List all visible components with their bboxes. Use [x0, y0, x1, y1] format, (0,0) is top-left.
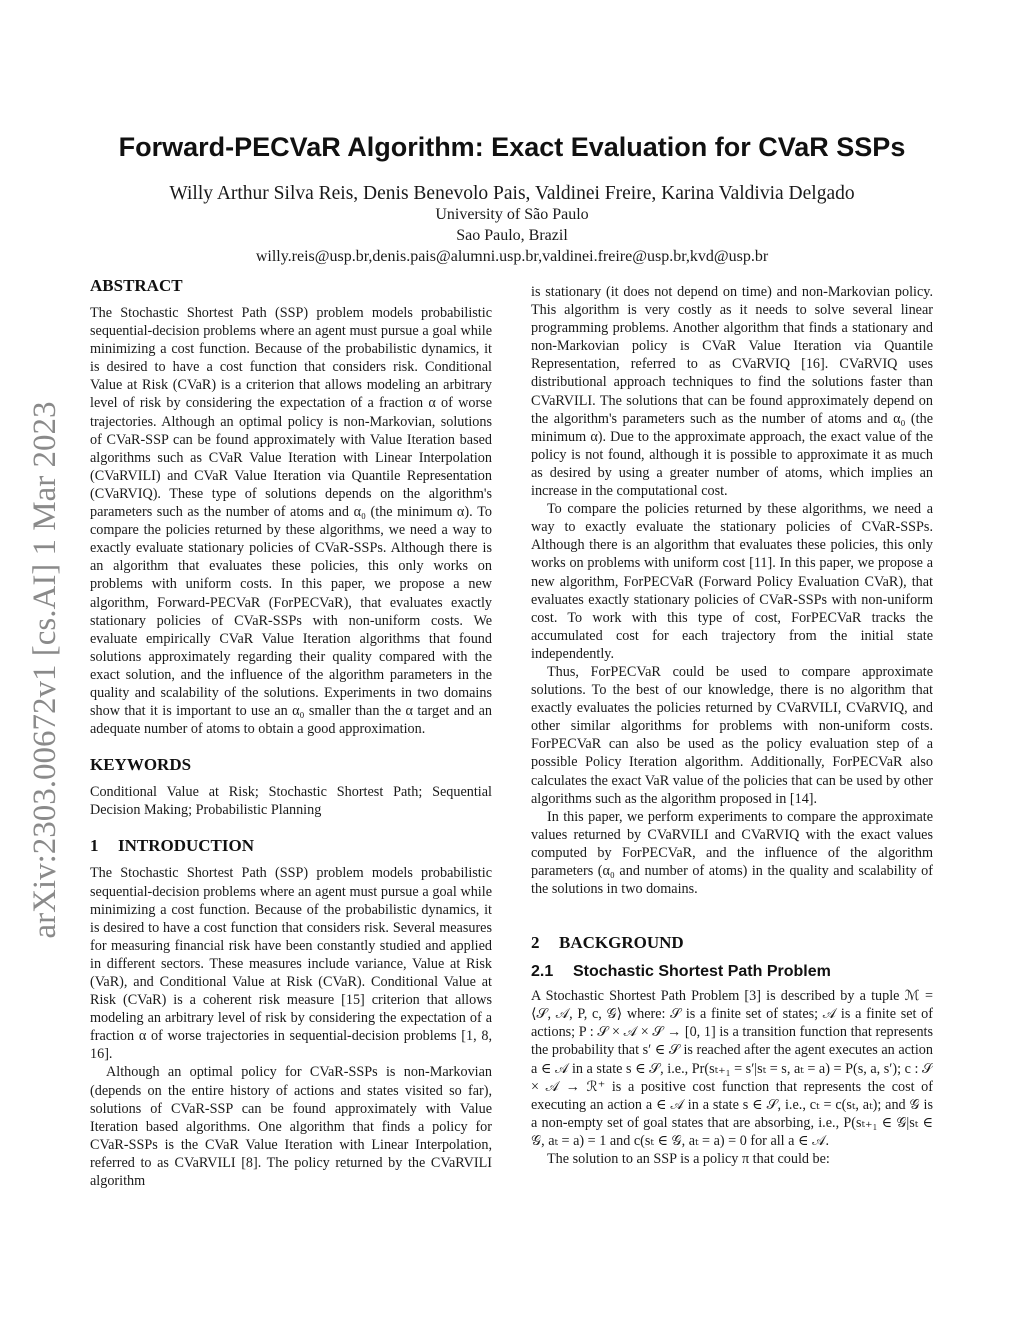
ssp-subheading — [531, 961, 933, 983]
affiliation-university: University of São Paulo — [435, 206, 589, 223]
ssp-subheading-title: Stochastic Shortest Path Problem — [573, 963, 831, 981]
left-column — [90, 275, 492, 1285]
background-paragraph-1: A Stochastic Shortest Path Problem [3] is described by a tuple ℳ = ⟨𝒮, 𝒜, P, c, 𝒢⟩ where: 𝒮 is a finite set of states; 𝒜 is a finite set of actions; P : 𝒮 × 𝒜 × 𝒮 → [0, 1] is a transition function that represents the probability that s′ ∈ 𝒮 is reached after the agent executes an action a ∈ 𝒜 in a state s ∈ 𝒮, i.e., Pr(sₜ₊₁ = s′|sₜ = s, aₜ = a) = P(s, a, s′); c : 𝒮 × 𝒜 → ℛ⁺ is a positive cost function that represents the cost of executing an action a ∈ 𝒜 in a state s ∈ 𝒮, i.e., cₜ = c(sₜ, aₜ); and 𝒢 is a non-empty set of goal states that are absorbing, i.e., P(sₜ₊₁ ∈ 𝒢|sₜ ∈ 𝒢, aₜ = a) = 1 and c(sₜ ∈ 𝒢, aₜ = a) = 0 for all a ∈ 𝒜. — [531, 988, 933, 1149]
paper-title: Forward-PECVaR Algorithm: Exact Evaluation for CVaR SSPs — [118, 132, 906, 162]
abstract-heading: ABSTRACT — [90, 276, 183, 295]
arxiv-stamp — [22, 370, 68, 970]
keywords-heading: KEYWORDS — [90, 755, 192, 775]
arxiv-stamp-text: arXiv:2303.00672v1 [cs.AI] 1 Mar 2023 — [27, 401, 63, 939]
introduction-title: INTRODUCTION — [118, 836, 255, 856]
intro-paragraph-4: To compare the policies returned by these algorithms, we need a way to exactly evaluate the stationary policies of CVaR-SSPs. Although there is an algorithm that evaluates these policies, this only works on problems with uniform cost [11]. In this paper, we propose a new algorithm, ForPECVaR (Forward Policy Evaluation CVaR), that evaluates exactly stationary policies of CVaR-SSPs with non-uniform cost. To work with this type of cost, ForPECVaR tracks the accumulated cost for each trajectory from the initial state independently. — [531, 501, 933, 662]
background-title: BACKGROUND — [559, 933, 684, 953]
background-heading — [531, 932, 933, 954]
intro-paragraph-6: In this paper, we perform experiments to compare the approximate values returned by CVaRVILI and CVaRVIQ with the exact values computed by ForPECVaR, and the influence of the algorithm parameters (α₀ and number of atoms) in the quality and scalability of the solutions in two domains. — [531, 808, 933, 898]
right-column — [531, 283, 933, 1293]
affiliation-emails: willy.reis@usp.br,denis.pais@alumni.usp.br,valdinei.freire@usp.br,kvd@usp.br — [255, 248, 769, 265]
intro-paragraph-5: Thus, ForPECVaR could be used to compare approximate solutions. To the best of our knowledge, there is no algorithm that exactly evaluates the policies returned by CVaRVILI, CVaRVIQ, and other similar algorithms for problems with non-uniform costs. ForPECVaR can also be used as the policy evaluation step of a possible Policy Iteration algorithm. Additionally, ForPECVaR also calculates the exact VaR value of the policies that can be used by other algorithms such as the algorithm proposed in [14]. — [531, 663, 933, 807]
ssp-subheading-number: 2.1 — [531, 963, 554, 981]
abstract-text: The Stochastic Shortest Path (SSP) problem models probabilistic sequential-decision problems where an agent must pursue a goal while minimizing a cost function. Because of the probabilistic dynamics, it is desired to have a cost function that considers risk. Conditional Value at Risk (CVaR) is a criterion that allows modeling an arbitrary level of risk by considering the expectation of a fraction α of worse trajectories. Although an optimal policy is non-Markovian, solutions of CVaR-SSP can be found approximately with Value Iteration based algorithms such as CVaR Value Iteration with Linear Interpolation (CVaRVILI) and CVaR Value Iteration via Quantile Representation (CVaRVIQ). These type of solutions depends on the algorithm's parameters such as the number of atoms and α₀ (the minimum α). To compare the policies returned by these algorithms, we need a way to exactly evaluate stationary policies of CVaR-SSPs. Although there is an algorithm that evaluates these policies, this only works on problems with uniform costs. In this paper, we propose a new algorithm, Forward-PECVaR (ForPECVaR), that evaluates exactly stationary policies of CVaR-SSPs with non-uniform costs. We evaluate empirically CVaR Value Iteration algorithms that found solutions approximately regarding their quality compared with the exact solution, and the influence of the algorithm parameters in the quality and scalability of the solutions. Experiments in two domains show that it is important to use an α₀ smaller than the α target and an adequate number of atoms to obtain a good approximation. — [90, 305, 492, 738]
introduction-number: 1 — [90, 836, 99, 856]
introduction-heading — [90, 835, 492, 857]
intro-paragraph-3: is stationary (it does not depend on time) and non-Markovian policy. This algorithm is very costly as it needs to solve several linear programming problems. Another algorithm that finds a stationary and non-Markovian policy is CVaR Value Iteration via Quantile Representation, referred to as CVaRVIQ [16]. CVaRVIQ uses distributional approach techniques to find the solutions faster than CVaRVILI. The solutions that can be found approximately depend on the algorithm's parameters such as the number of atoms and α₀ (the minimum α). Due to the approximate approach, the exact value of the policy is not found, although it is possible to approximate it as much as desired by using a greater number of atoms, which implies an increase in the computational cost. — [531, 284, 933, 500]
intro-paragraph-2: Although an optimal policy for CVaR-SSPs is non-Markovian (depends on the entire history of actions and states visited so far), solutions of CVaR-SSP can be found approximately with Value Iteration based algorithms. One algorithm that finds a policy for CVaR-SSPs is the CVaR Value Iteration with Linear Interpolation, referred to as CVaRVILI [8]. The policy returned by the CVaRVILI algorithm — [90, 1064, 492, 1190]
keywords-text: Conditional Value at Risk; Stochastic Shortest Path; Sequential Decision Making; Probabilistic Planning — [90, 784, 492, 819]
background-number: 2 — [531, 933, 540, 953]
author-list: Willy Arthur Silva Reis, Denis Benevolo Pais, Valdinei Freire, Karina Valdivia Delgado — [169, 183, 855, 204]
background-paragraph-2: The solution to an SSP is a policy π that could be: — [547, 1151, 830, 1168]
affiliation-location: Sao Paulo, Brazil — [456, 227, 568, 244]
intro-paragraph-1: The Stochastic Shortest Path (SSP) problem models probabilistic sequential-decision problems where an agent must pursue a goal while minimizing a cost function. Because of the probabilistic dynamics, it is desired to have a cost function that considers risk. Several measures for measuring financial risk have been constantly studied and applied in different sectors. These measures include variance, Value at Risk (VaR), and Conditional Value at Risk (CVaR). Conditional Value at Risk (CVaR) is a coherent risk measure [15] criterion that allows modeling an arbitrary level of risk by considering the expectation of a fraction α of worse trajectories in sequential-decision problems [1, 8, 16]. — [90, 865, 492, 1063]
